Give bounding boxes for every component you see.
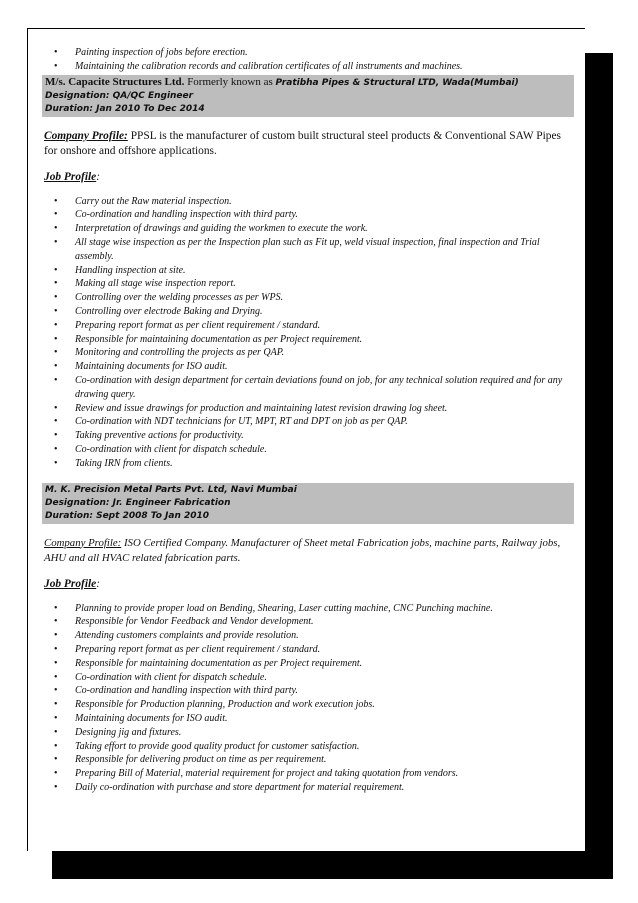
list-item: • Responsible for maintaining documentation as per Project requirement. [44,333,572,347]
list-item: • Co-ordination with client for dispatch schedule. [44,443,572,457]
list-item: • Taking preventive actions for productivity. [44,429,572,443]
top-bullet-list [44,46,572,74]
job2-profile-label: Company Profile: [44,536,122,549]
job2-job-profile-colon: : [96,577,100,590]
list-item: • Responsible for maintaining documentation as per Project requirement. [44,657,572,671]
list-item: • Maintaining the calibration records and calibration certificates of all instruments and machines. [44,60,572,74]
list-item: • Taking effort to provide good quality product for customer satisfaction. [44,740,572,754]
job2-job-profile-heading [44,578,572,590]
job2-duty-list [44,602,572,795]
list-item: • Maintaining documents for ISO audit. [44,360,572,374]
job1-company-profile [44,129,572,159]
job1-profile-text: PPSL is the manufacturer of custom built structural steel products & Conventional SAW Pipes for onshore and offshore applications. [44,129,561,157]
job2-header-bar [42,483,574,524]
job1-designation: Designation: QA/QC Engineer [45,90,194,101]
list-item: • Daily co-ordination with purchase and store department for material requirement. [44,781,572,795]
job2-company-line: M. K. Precision Metal Parts Pvt. Ltd, Navi Mumbai [45,484,297,495]
job2-job-profile-label: Job Profile [44,577,97,590]
list-item: • Carry out the Raw material inspection. [44,195,572,209]
list-item: • Co-ordination and handling inspection with third party. [44,208,572,222]
list-item: • Co-ordination with design department for certain deviations found on job, for any technical solution required and for any drawing query. [44,374,572,402]
list-item: • Taking IRN from clients. [44,457,572,471]
job1-formerly-name: Pratibha Pipes & Structural LTD, Wada(Mumbai) [275,77,519,88]
list-item: • Preparing report format as per client requirement / standard. [44,319,572,333]
list-item: • Designing jig and fixtures. [44,726,572,740]
job2-profile-text: ISO Certified Company. Manufacturer of Sheet metal Fabrication jobs, machine parts, Railway jobs, AHU and all HVAC related fabrication parts. [44,536,561,564]
list-item: • Co-ordination and handling inspection with third party. [44,684,572,698]
list-item: • Maintaining documents for ISO audit. [44,712,572,726]
list-item: • Interpretation of drawings and guiding the workmen to execute the work. [44,222,572,236]
resume-page [27,28,585,851]
list-item: • Planning to provide proper load on Bending, Shearing, Laser cutting machine, CNC Punching machine. [44,602,572,616]
list-item: • Painting inspection of jobs before erection. [44,46,572,60]
job1-duration: Duration: Jan 2010 To Dec 2014 [45,103,205,114]
job2-designation: Designation: Jr. Engineer Fabrication [45,497,231,508]
job2-company-profile [44,536,572,566]
job1-company-line [45,76,571,90]
list-item: • Controlling over electrode Baking and Drying. [44,305,572,319]
list-item: • Attending customers complaints and provide resolution. [44,629,572,643]
job1-header-bar [42,75,574,117]
job1-duty-list [44,195,572,471]
job1-profile-label: Company Profile: [44,129,128,142]
list-item: • Co-ordination with NDT technicians for UT, MPT, RT and DPT on job as per QAP. [44,415,572,429]
list-item: • Preparing Bill of Material, material requirement for project and taking quotation from vendors. [44,767,572,781]
list-item: • Handling inspection at site. [44,264,572,278]
list-item: • Preparing report format as per client requirement / standard. [44,643,572,657]
job1-job-profile-label: Job Profile [44,170,97,183]
job2-duration: Duration: Sept 2008 To Jan 2010 [45,510,210,521]
list-item: • Responsible for Vendor Feedback and Vendor development. [44,615,572,629]
job1-formerly-text: Formerly known as [184,75,276,88]
list-item: • Review and issue drawings for production and maintaining latest revision drawing log sheet. [44,402,572,416]
job1-job-profile-colon: : [96,170,100,183]
list-item: • All stage wise inspection as per the Inspection plan such as Fit up, weld visual inspection, final inspection and Trial assembly. [44,236,572,264]
list-item: • Responsible for Production planning, Production and work execution jobs. [44,698,572,712]
list-item: • Responsible for delivering product on time as per requirement. [44,753,572,767]
list-item: • Making all stage wise inspection report. [44,277,572,291]
job1-job-profile-heading [44,171,572,183]
list-item: • Controlling over the welding processes as per WPS. [44,291,572,305]
job1-company-name: M/s. Capacite Structures Ltd. [45,75,185,88]
list-item: • Monitoring and controlling the projects as per QAP. [44,346,572,360]
page-content [44,46,572,795]
list-item: • Co-ordination with client for dispatch schedule. [44,671,572,685]
